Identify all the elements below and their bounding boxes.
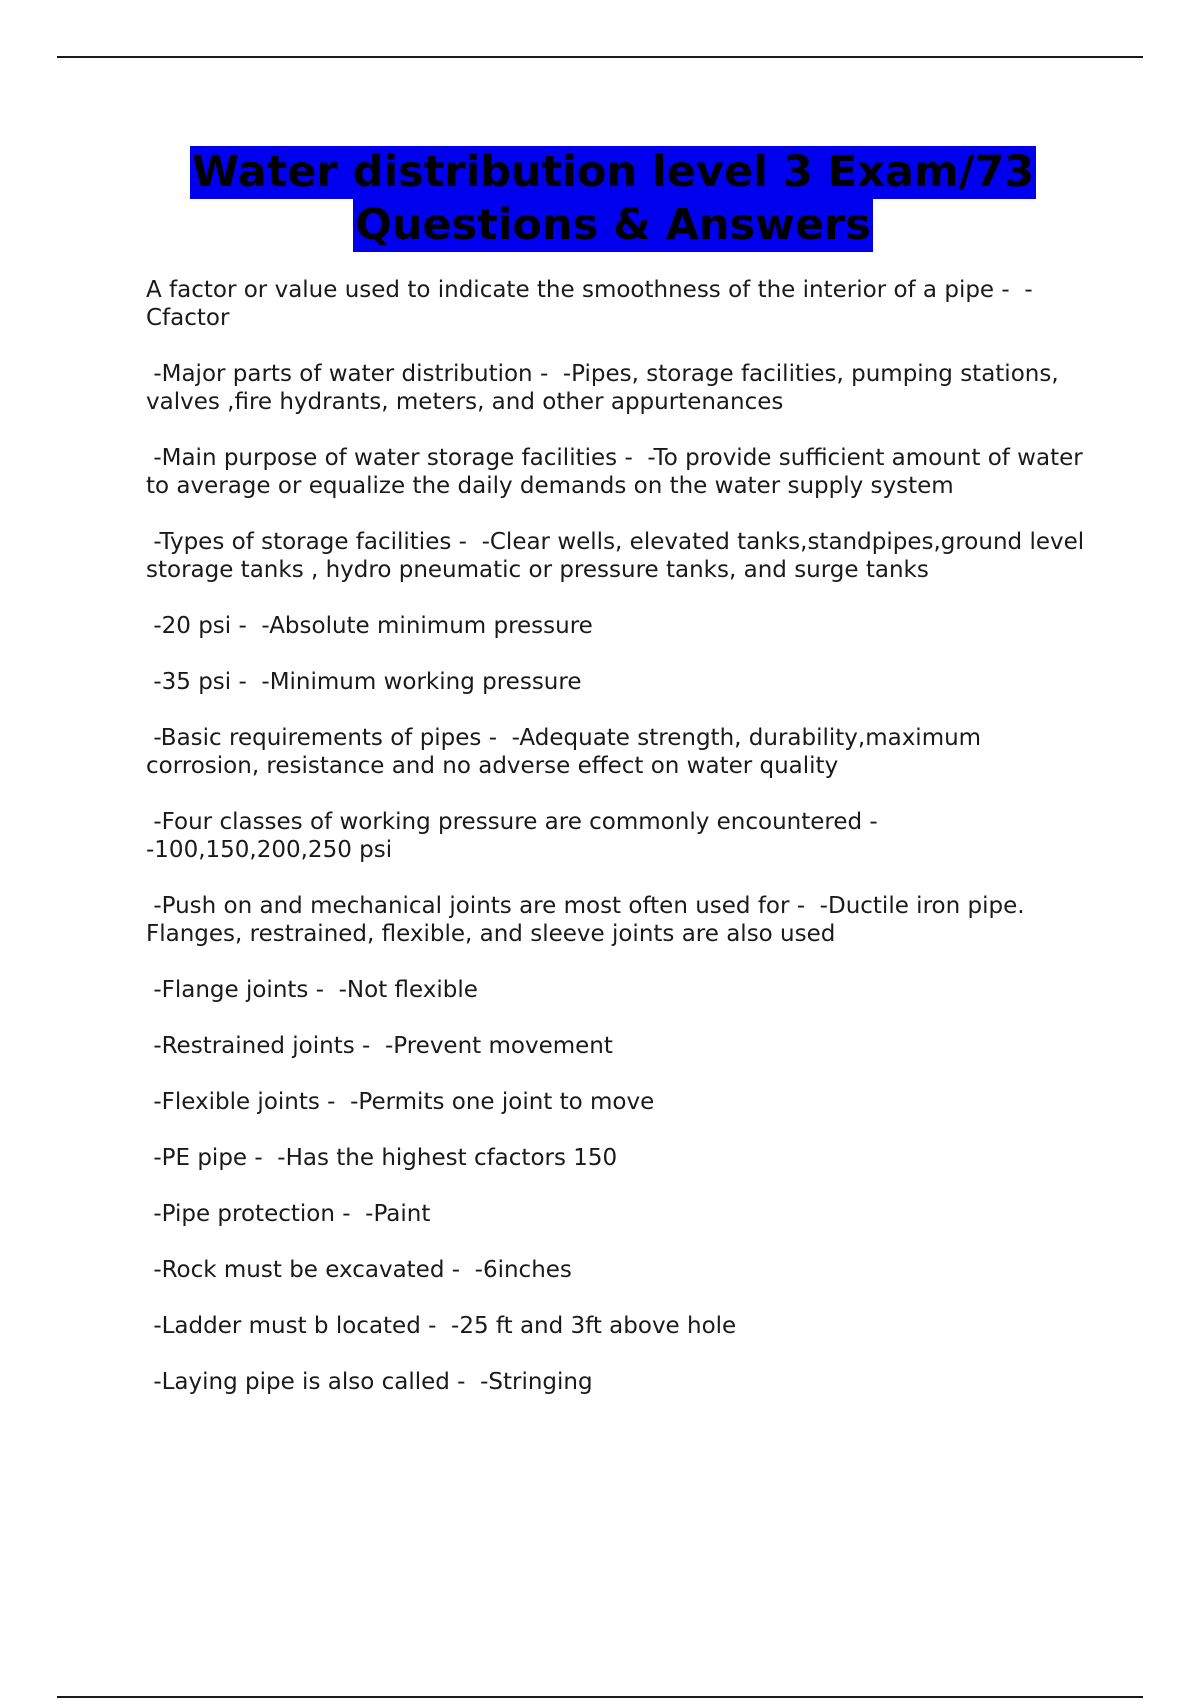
qa-list (146, 276, 1092, 1424)
document-title (146, 146, 1080, 252)
qa-item: -Rock must be excavated - -6inches (146, 1257, 572, 1283)
qa-item: -Four classes of working pressure are commonly encountered - -100,150,200,250 psi (146, 809, 893, 863)
title-line-2: Questions & Answers (355, 200, 871, 250)
qa-item: -Pipe protection - -Paint (146, 1201, 431, 1227)
qa-item: -20 psi - -Absolute minimum pressure (146, 613, 593, 639)
qa-item: -Flange joints - -Not flexible (146, 977, 478, 1003)
qa-item: -Major parts of water distribution - -Pipes, storage facilities, pumping stations, valves ,fire hydrants, meters, and other appurtenances (146, 361, 1066, 415)
top-rule (57, 56, 1143, 58)
title-line-1: Water distribution level 3 Exam/73 (191, 147, 1035, 197)
qa-item: -Flexible joints - -Permits one joint to move (146, 1089, 655, 1115)
qa-item: -Types of storage facilities - -Clear wells, elevated tanks,standpipes,ground level storage tanks , hydro pneumatic or pressure tanks, and surge tanks (146, 529, 1092, 583)
qa-item: -35 psi - -Minimum working pressure (146, 669, 582, 695)
qa-item: -Main purpose of water storage facilities - -To provide sufficient amount of water to average or equalize the daily demands on the water supply system (146, 445, 1091, 499)
qa-item: -Ladder must b located - -25 ft and 3ft above hole (146, 1313, 737, 1339)
qa-item: A factor or value used to indicate the smoothness of the interior of a pipe - -Cfactor (146, 277, 1033, 331)
qa-item: -Basic requirements of pipes - -Adequate strength, durability,maximum corrosion, resistance and no adverse effect on water quality (146, 725, 989, 779)
qa-item: -PE pipe - -Has the highest cfactors 150 (146, 1145, 618, 1171)
qa-item: -Laying pipe is also called - -Stringing (146, 1369, 593, 1395)
bottom-rule (57, 1696, 1143, 1698)
qa-item: -Push on and mechanical joints are most often used for - -Ductile iron pipe. Flanges, restrained, flexible, and sleeve joints are also used (146, 893, 1032, 947)
qa-item: -Restrained joints - -Prevent movement (146, 1033, 613, 1059)
